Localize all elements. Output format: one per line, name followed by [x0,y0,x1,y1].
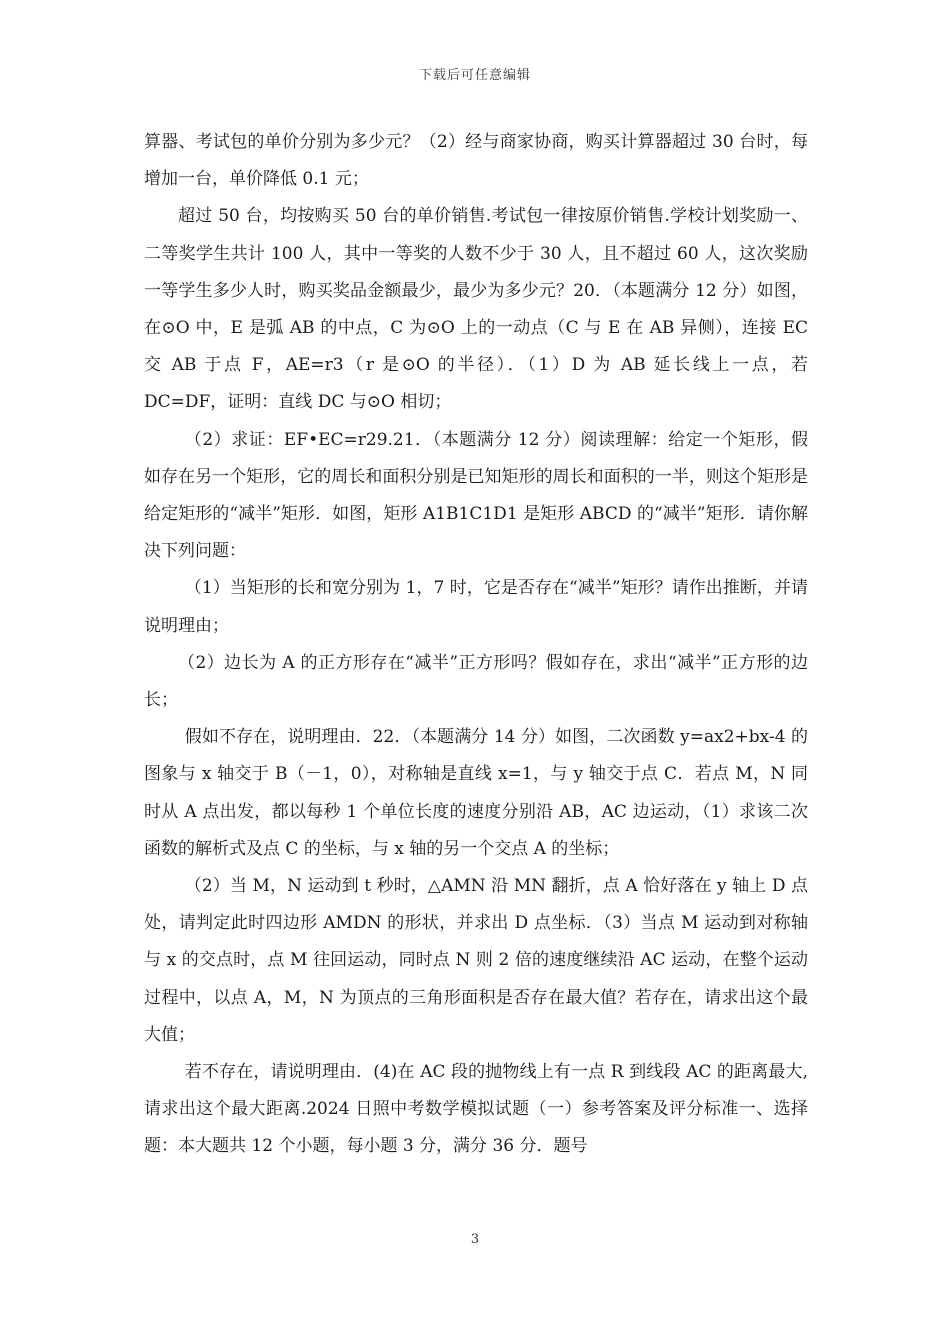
paragraph-question-22-part-2-3: （2）当 M，N 运动到 t 秒时，△AMN 沿 MN 翻折，点 A 恰好落在 y 轴上 D 点处，请判定此时四边形 AMDN 的形状，并求出 D 点坐标．（3）当点 M 运动到对称轴与 x 的交点时，点 M 往回运动，同时点 N 则 2 倍的速度继续沿 AC 运动，在整个运动过程中，以点 A，M，N 为顶点的三角形面积是否存在最大值？若存在，请求出这个最大值； [144,876,808,1045]
document-body [144,124,808,1166]
paragraph-question-22-part-1: 假如不存在，说明理由．22．（本题满分 14 分）如图，二次函数 y=ax2+bx-4 的图象与 x 轴交于 B（－1，0），对称轴是直线 x=1，与 y 轴交于点 C．若点 M，N 同时从 A 点出发，都以每秒 1 个单位长度的速度分别沿 AB，AC 边运动，（1）求该二次函数的解析式及点 C 的坐标，与 x 轴的另一个交点 A 的坐标； [144,727,808,859]
paragraph-question-21-part-2: （2）边长为 A 的正方形存在“减半”正方形吗？假如存在，求出“减半”正方形的边长； [144,652,808,711]
paragraph-question-21-intro: （2）求证：EF•EC=r29.21．（本题满分 12 分）阅读理解：给定一个矩形，假如存在另一个矩形，它的周长和面积分别是已知矩形的周长和面积的一半，则这个矩形是给定矩形的“减半”矩形．如图，矩形 A1B1C1D1 是矩形 ABCD 的“减半”矩形．请你解决下列问题： [144,429,808,562]
paragraph-calculator-price: 算器、考试包的单价分别为多少元？（2）经与商家协商，购买计算器超过 30 台时，每增加一台，单价降低 0.1 元； [144,132,808,190]
page-number: 3 [470,1232,480,1247]
paragraph-question-21-part-1: （1）当矩形的长和宽分别为 1，7 时，它是否存在“减半”矩形？请作出推断，并请说明理由； [144,578,808,636]
paragraph-question-19-20: 超过 50 台，均按购买 50 台的单价销售.考试包一律按原价销售.学校计划奖励一、二等奖学生共计 100 人，其中一等奖的人数不少于 30 人，且不超过 60 人，这次奖励一等学生多少人时，购买奖品金额最少，最少为多少元？20．（本题满分 12 分）如图，在⊙O 中，E 是弧 AB 的中点，C 为⊙O 上的一动点（C 与 E 在 AB 异侧），连接 EC 交 AB 于点 F，AE=r3（r 是⊙O 的半径）．（1）D 为 AB 延长线上一点，若 DC=DF，证明：直线 DC 与⊙O 相切； [144,206,808,413]
page-header: 下载后可任意编辑 [418,68,531,83]
paragraph-question-22-part-4-answers: 若不存在，请说明理由．(4)在 AC 段的抛物线上有一点 R 到线段 AC 的距离最大,请求出这个最大距离.2024 日照中考数学模拟试题（一）参考答案及评分标准一、选择题：本大题共 12 个小题，每小题 3 分，满分 36 分．题号 [144,1062,808,1157]
